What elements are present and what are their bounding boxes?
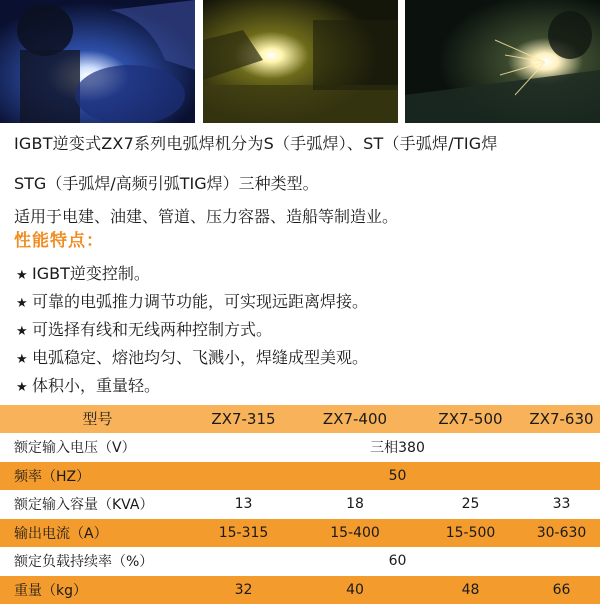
header-zx7-315: ZX7-315: [195, 405, 292, 433]
features-title: 性能特点：: [14, 231, 104, 251]
welding-photo-middle: [203, 0, 398, 123]
row-value: 13: [195, 490, 292, 519]
row-label: 额定负载持续率（%）: [0, 547, 195, 576]
description-line-3: 适用于电建、油建、管道、压力容器、造船等制造业。: [14, 207, 399, 226]
row-label: 重量（kg）: [0, 576, 195, 605]
feature-text: 可选择有线和无线两种控制方式。: [32, 320, 273, 339]
header-model: 型号: [0, 405, 195, 433]
feature-text: 可靠的电弧推力调节功能，可实现远距离焊接。: [32, 292, 369, 311]
row-label: 输出电流（A）: [0, 519, 195, 548]
star-icon: ★: [16, 324, 28, 339]
table-header-row: [0, 405, 600, 433]
table-row: [0, 433, 600, 462]
star-icon: ★: [16, 352, 28, 367]
row-value: 48: [418, 576, 523, 605]
header-zx7-500: ZX7-500: [418, 405, 523, 433]
feature-item: [16, 263, 600, 287]
star-icon: ★: [16, 268, 28, 283]
row-label: 额定输入电压（V）: [0, 433, 195, 462]
feature-item: [16, 291, 600, 315]
spec-table: [0, 405, 600, 605]
row-label: 频率（HZ）: [0, 462, 195, 491]
row-value: 15-400: [292, 519, 418, 548]
table-row: [0, 462, 600, 491]
row-value: 50: [195, 462, 600, 491]
welding-photo-right: [405, 0, 600, 123]
row-value: 15-500: [418, 519, 523, 548]
table-row: [0, 547, 600, 576]
row-value: 15-315: [195, 519, 292, 548]
table-row: [0, 519, 600, 548]
welding-photo-left: [0, 0, 195, 123]
row-value: 25: [418, 490, 523, 519]
feature-item: [16, 319, 600, 343]
description-line-2: STG（手弧焊/高频引弧TIG焊）三种类型。: [14, 174, 319, 193]
feature-text: 体积小，重量轻。: [32, 376, 161, 395]
row-value: 三相380: [195, 433, 600, 462]
row-label: 额定输入容量（KVA）: [0, 490, 195, 519]
row-value: 33: [523, 490, 600, 519]
table-row: [0, 576, 600, 605]
row-value: 18: [292, 490, 418, 519]
header-zx7-630: ZX7-630: [523, 405, 600, 433]
header-zx7-400: ZX7-400: [292, 405, 418, 433]
star-icon: ★: [16, 296, 28, 311]
row-value: 30-630: [523, 519, 600, 548]
feature-text: 电弧稳定、熔池均匀、飞溅小，焊缝成型美观。: [32, 348, 369, 367]
row-value: 66: [523, 576, 600, 605]
row-value: 32: [195, 576, 292, 605]
feature-item: [16, 347, 600, 371]
row-value: 60: [195, 547, 600, 576]
feature-item: [16, 375, 600, 399]
star-icon: ★: [16, 380, 28, 395]
table-row: [0, 490, 600, 519]
row-value: 40: [292, 576, 418, 605]
description-line-1: IGBT逆变式ZX7系列电弧焊机分为S（手弧焊）、ST（手弧焊/TIG焊: [14, 134, 498, 153]
feature-text: IGBT逆变控制。: [32, 264, 150, 283]
